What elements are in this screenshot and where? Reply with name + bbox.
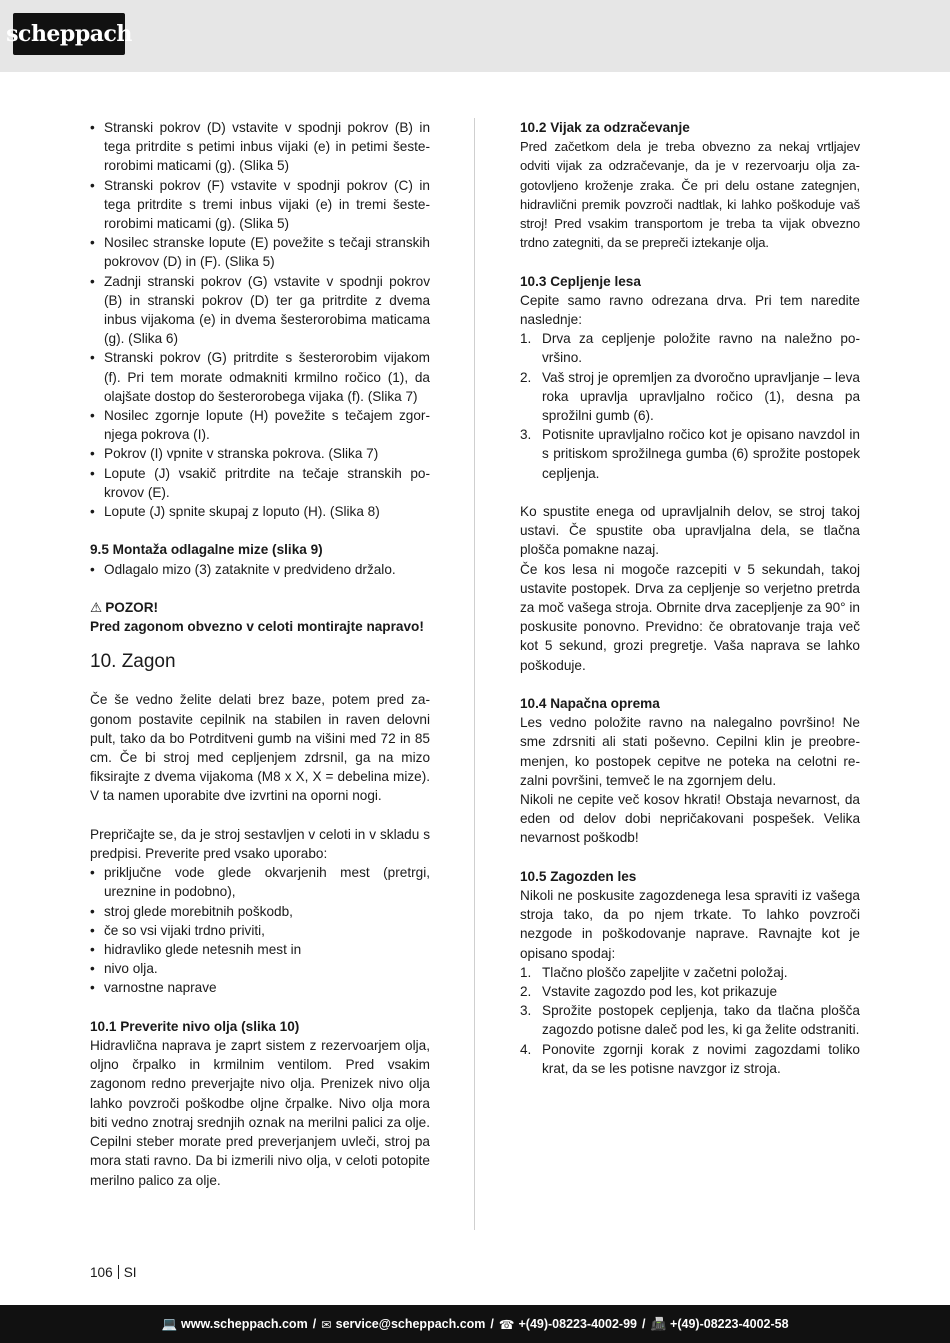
section-10-4-paragraph-1: Les vedno položite ravno na nalegalno površino! Ne sme zdrsniti ali stati poševno. Cepilni klin je preobremenjen, ko postopek cepitve ne poteka na celotni rezalni površini, temveč le na zgornjem delu. <box>520 715 860 788</box>
section-9-5-list <box>90 560 430 579</box>
step-number: 2. <box>520 984 532 1000</box>
list-item: • Stranski pokrov (G) pritrdite s šesterorobim vijakom (f). Pri tem morate odmakniti krmilno ročico (1), da olajšate dostop do šesterorobega vijaka (f). (Slika 7) <box>90 348 430 406</box>
section-10-3-intro: Cepite samo ravno odrezana drva. Pri tem naredite naslednje: <box>520 292 860 328</box>
list-item: • Nosilec stranske lopute (E) povežite s tečaji stranskih pokrovov (D) in (F). (Slika 5) <box>90 233 430 271</box>
section-10-3-paragraph-3: Če kos lesa ni mogoče razcepiti v 5 sekundah, takoj ustavite postopek. Drva za cepljenje so verjetno pretrda za moč vašega stroja. Obrnite drva zacepljenje za 90° in poskusite ponovno. Previdno: če obratovanje traja več kot 5 sekund, grozi pregretje. Vaša naprava se lahko poškoduje. <box>520 561 860 673</box>
step-number: 3. <box>520 427 532 443</box>
section-10-4-heading: 10.4 Napačna oprema <box>520 696 660 712</box>
warning-title <box>90 598 430 617</box>
list-item <box>520 963 860 982</box>
footer-separator: / <box>312 1317 317 1331</box>
list-item <box>520 1040 860 1078</box>
list-item: • Zadnji stranski pokrov (G) vstavite v spodnji pokrov (B) in stranski pokrov (D) ter ga pritrdite z dvema inbus vijakoma (e) in dvema šesterorobima maticama (g). (Slika 6) <box>90 272 430 349</box>
list-item: • varnostne naprave <box>90 978 430 997</box>
assembly-bullet-list <box>90 118 430 521</box>
step-text: Tlačno ploščo zapeljite v začetni položaj. <box>542 964 788 980</box>
page-number-separator <box>118 1265 119 1279</box>
section-10-5-intro: Nikoli ne poskusite zagozdenega lesa spraviti iz vašega stroja tako, da po njem trkate. To lahko povzroči nezgode in poškodovanje naprave. Ravnajte kot je opisano spodaj: <box>520 888 860 961</box>
section-10-5-steps <box>520 963 860 1078</box>
step-text: Ponovite zgornji korak z novimi zagozdami toliko krat, da se les potisne navzgor iz stroja. <box>542 1041 860 1076</box>
step-text: Drva za cepljenje položite ravno na naležno površino. <box>542 331 860 366</box>
left-column <box>90 118 430 1190</box>
step-number: 1. <box>520 964 532 980</box>
section-10-paragraph-1: Če še vedno želite delati brez baze, potem pred zagonom postavite cepilnik na stabilen in raven delovni pult, tako da bo Potrditveni gumb na višini med 72 in 85 cm. Če bi stroj med cepljenjem zdrsnil, ga na mizo fiksirajte z dvema vijakoma (M8 x X, X = debelina mize). V ta namen uporabite dve izvrtini na oporni nogi. <box>90 692 430 804</box>
footer-separator: / <box>490 1317 494 1331</box>
section-9-5-heading: 9.5 Montaža odlagalne mize (slika 9) <box>90 542 323 558</box>
step-text: Potisnite upravljalno ročico kot je opisano navzdol in s pritiskom sprožilnega gumba (6) sprožite postopek cepljenja. <box>542 427 860 481</box>
list-item <box>520 368 860 426</box>
list-item: • nivo olja. <box>90 959 430 978</box>
computer-icon: 💻 <box>161 1316 178 1331</box>
section-10-3-heading: 10.3 Cepljenje lesa <box>520 273 641 289</box>
warning-title-text: POZOR! <box>105 600 159 616</box>
list-item: • Stranski pokrov (D) vstavite v spodnji pokrov (B) in tega pritrdite s petimi inbus vijaki (e) in petimi šesterorobimi maticami (g). (Slika 5) <box>90 118 430 176</box>
brand-logo: scheppach <box>13 13 125 55</box>
footer-email-link[interactable]: service@scheppach.com <box>335 1317 486 1331</box>
list-item: • Odlagalo mizo (3) zataknite v predvideno držalo. <box>90 560 430 579</box>
section-10-2-heading: 10.2 Vijak za odzračevanje <box>520 120 690 135</box>
footer-contact-bar <box>0 1305 950 1343</box>
section-10-heading: 10. Zagon <box>90 651 176 673</box>
list-item <box>520 1001 860 1039</box>
step-text: Sprožite postopek cepljenja, tako da tlačna plošča zagozdo potisne daleč pod les, ki ga želite odstraniti. <box>542 1003 860 1038</box>
mail-icon: ✉ <box>321 1317 332 1332</box>
footer-website-link[interactable]: www.scheppach.com <box>181 1317 308 1331</box>
list-item: • stroj glede morebitnih poškodb, <box>90 902 430 921</box>
page-language: SI <box>123 1265 137 1280</box>
column-divider <box>474 118 475 1230</box>
warning-icon: ⚠ <box>90 600 103 616</box>
step-text: Vstavite zagozdo pod les, kot prikazuje <box>542 984 778 1000</box>
section-10-5-heading: 10.5 Zagozden les <box>520 868 637 884</box>
footer-phone: +(49)-08223-4002-99 <box>518 1317 637 1331</box>
section-10-4-paragraph-2: Nikoli ne cepite več kosov hkrati! Obstaja nevarnost, da eden od delov dobi nepričakovani pospešek. Velika nevarnost poškodb! <box>520 792 860 846</box>
step-number: 2. <box>520 369 532 385</box>
fax-icon: 📠 <box>650 1316 667 1331</box>
list-item: • hidravliko glede netesnih mest in <box>90 940 430 959</box>
list-item: • Nosilec zgornje lopute (H) povežite s tečajem zgornjega pokrova (I). <box>90 406 430 444</box>
phone-icon: ☎ <box>498 1317 515 1332</box>
footer-separator: / <box>641 1317 646 1331</box>
list-item: • priključne vode glede okvarjenih mest (pretrgi, ureznine in podobno), <box>90 863 430 901</box>
list-item: • Stranski pokrov (F) vstavite v spodnji pokrov (C) in tega pritrdite s tremi inbus vijaki (e) in tremi šesterorobimi maticami (g). (Slika 5) <box>90 176 430 234</box>
footer-fax: +(49)-08223-4002-58 <box>670 1317 789 1331</box>
step-number: 1. <box>520 331 532 347</box>
header-band <box>0 0 950 72</box>
right-column <box>520 118 860 1078</box>
section-10-1-heading: 10.1 Preverite nivo olja (slika 10) <box>90 1018 300 1034</box>
list-item: • Lopute (J) spnite skupaj z loputo (H). (Slika 8) <box>90 502 430 521</box>
list-item <box>520 329 860 367</box>
list-item: • če so vsi vijaki trdno priviti, <box>90 921 430 940</box>
list-item <box>520 425 860 483</box>
section-10-3-paragraph-2: Ko spustite enega od upravljalnih delov, se stroj takoj ustavi. Če spustite oba upravljalna dela, se tlačna plošča pomakne nazaj. <box>520 504 860 558</box>
page-number-value: 106 <box>90 1265 113 1280</box>
section-10-3-steps <box>520 329 860 483</box>
warning-text: Pred zagonom obvezno v celoti montirajte napravo! <box>90 619 424 635</box>
section-10-2-text: Pred začetkom dela je treba obvezno za nekaj vrtljajev odviti vijak za odzračevanje, da je v rezervoarju olja zagotovljeno kroženje zraka. Če pri delu ostane zategnjen, hidravlični premik povzroči nadtlak, ki lahko poškoduje vaš stroj! Pred vsakim transportom je treba ta vijak obvezno trdno zategniti, da se prepreči iztekanje olja. <box>520 139 860 251</box>
list-item <box>520 982 860 1001</box>
step-number: 4. <box>520 1041 532 1057</box>
section-10-1-text: Hidravlična naprava je zaprt sistem z rezervoarjem olja, oljno črpalko in krmilnim ventilom. Pred vsakim zagonom redno preverjajte nivo olja. Prenizek nivo olja lahko povzroči poškodbe oljne črpalke. Nivo olja mora biti vedno znotraj srednjih oznak na merilni palici za olje. Cepilni steber morate pred preverjanjem uvleči, stroj pa mora stati ravno. Da bi izmerili nivo olja, v celoti potopite merilno palico za olje. <box>90 1038 430 1188</box>
section-10-paragraph-2: Prepričajte se, da je stroj sestavljen v celoti in v skladu s predpisi. Preverite pred vsako uporabo: <box>90 826 430 862</box>
list-item: • Lopute (J) vsakič pritrdite na tečaje stranskih pokrovov (E). <box>90 464 430 502</box>
step-text: Vaš stroj je opremljen za dvoročno upravljanje – leva roka upravlja upravljalno ročico (1), desna pa sprožilni gumb (6). <box>542 369 860 424</box>
step-number: 3. <box>520 1003 532 1019</box>
page-number <box>90 1265 137 1280</box>
list-item: • Pokrov (I) vpnite v stranska pokrova. (Slika 7) <box>90 444 430 463</box>
section-10-checklist <box>90 863 430 997</box>
